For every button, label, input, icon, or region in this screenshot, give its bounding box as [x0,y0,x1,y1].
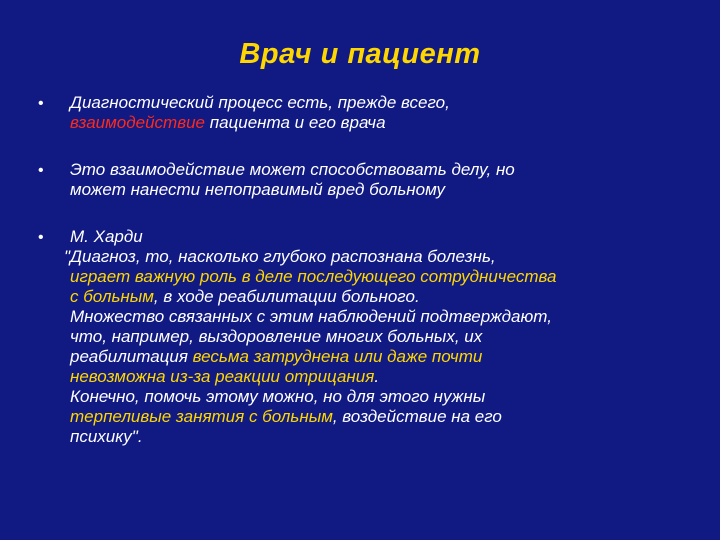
highlight-yellow: терпеливые занятия с больным [70,407,333,426]
quote-line [70,347,710,367]
text-fragment: реабилитация [70,347,193,366]
quote-line: "Диагноз, то, насколько глубоко распознана болезнь, [64,247,496,266]
text-fragment: пациента и его врача [204,113,386,132]
highlight-yellow: весьма затруднена или даже почти [192,347,483,366]
text-line: может нанести непоправимый вред больному [70,180,446,199]
text-fragment: . [374,367,380,386]
highlight-yellow: невозможна из-за реакции отрицания [70,367,375,386]
text-line: Это взаимодействие может способствовать делу, но [70,160,515,179]
quote-line: психику". [70,427,143,446]
quote-line [70,407,710,427]
text-fragment: , в ходе реабилитации больного. [153,287,420,306]
quote-line: что, например, выздоровление многих больных, их [70,327,483,346]
quote-line [70,287,710,307]
bullet-text-2 [70,160,710,200]
bullet-text-3 [64,227,710,447]
quote-line: Множество связанных с этим наблюдений подтверждают, [70,307,552,326]
bullet-marker: • [38,162,44,179]
quote-line [70,367,710,387]
quote-line: играет важную роль в деле последующего сотрудничества [70,267,557,286]
text-line [70,113,710,133]
bullet-marker: • [38,229,44,246]
highlight-red: взаимодействие [70,113,205,132]
highlight-yellow: с больным [70,287,154,306]
text-fragment: , воздействие на его [332,407,502,426]
quote-line: Конечно, помочь этому можно, но для этого нужны [70,387,486,406]
slide-title: Врач и пациент [239,38,481,70]
bullet-text-1 [70,93,710,133]
quote-author: М. Харди [70,227,143,246]
bullet-marker: • [38,95,44,112]
text-line: Диагностический процесс есть, прежде всего, [70,93,450,112]
